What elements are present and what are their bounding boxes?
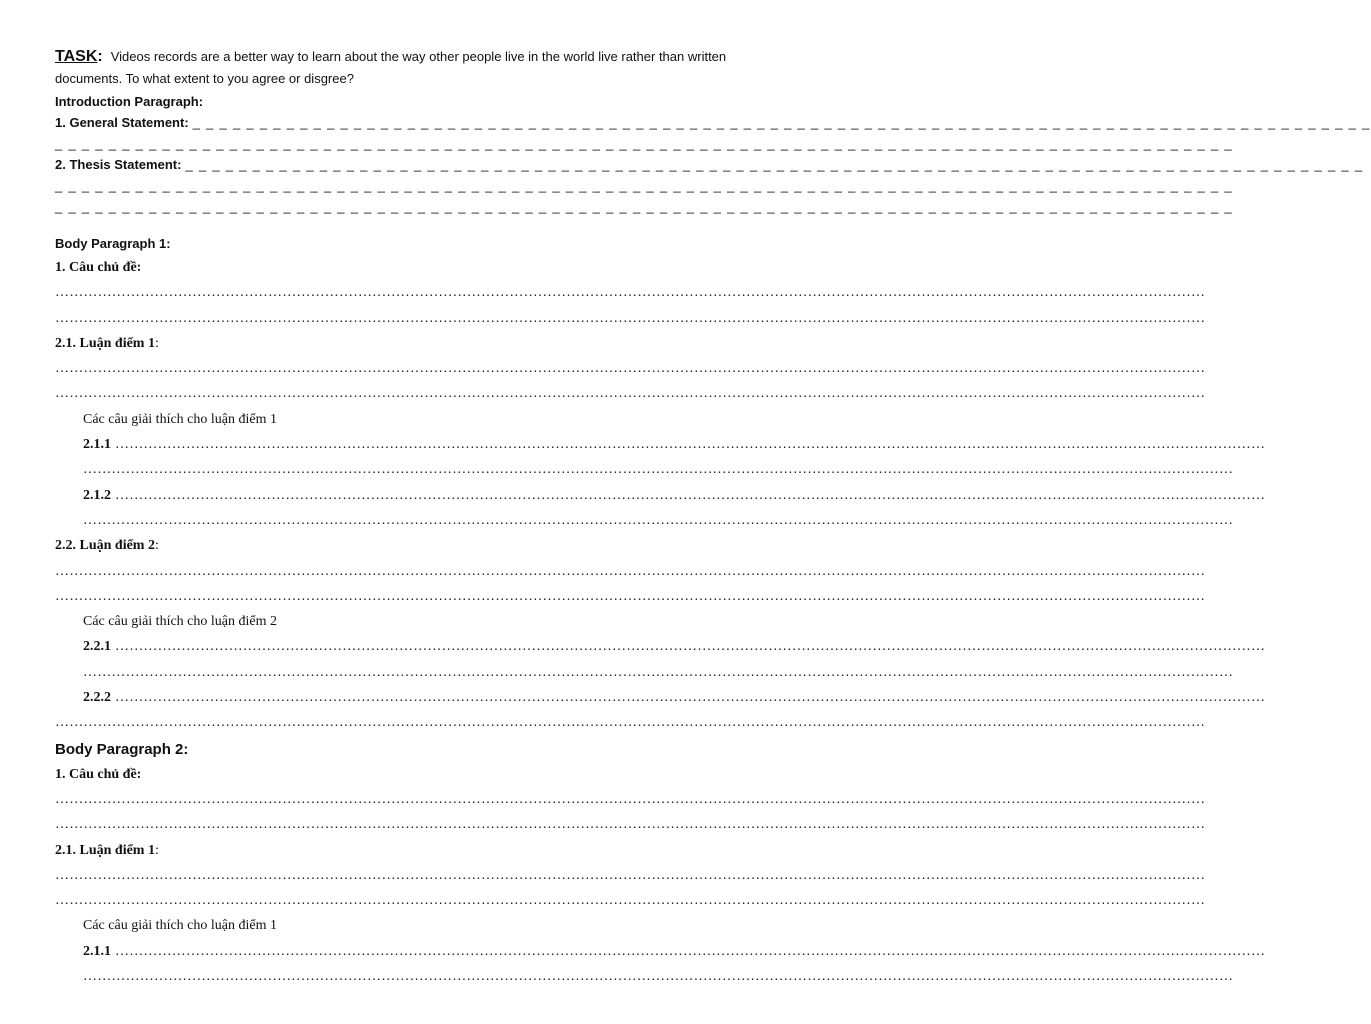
task-label: TASK — [55, 48, 98, 65]
body-paragraph-1-heading: Body Paragraph 1: — [55, 236, 171, 251]
bp1-point2-title: 2.2. Luận điểm 2 — [55, 538, 155, 554]
bp2-sub-2-1-1-row[interactable] — [55, 939, 1266, 964]
bp1-sub-2-1-2-row[interactable] — [55, 483, 1266, 508]
bp1-topic-blank[interactable] — [55, 280, 1206, 305]
bp1-point1-title: 2.1. Luận điểm 1 — [55, 335, 155, 351]
body-paragraph-2-heading: Body Paragraph 2: — [55, 740, 189, 758]
dotted-blank[interactable]: ……………………………………………………………………………………………………………………………………………………………………………………………………………………… — [115, 487, 1266, 503]
dotted-blank[interactable]: ……………………………………………………………………………………………………………………………………………………………………………………………………………………… — [55, 285, 1206, 301]
bp1-point1-blank[interactable] — [55, 356, 1206, 381]
dotted-blank[interactable]: ……………………………………………………………………………………………………………………………………………………………………………………………………………………… — [55, 361, 1206, 377]
bp1-sub-2-2-1-row[interactable] — [55, 634, 1266, 659]
task-colon: : — [97, 48, 103, 65]
bp1-sub-2-2-1-continuation[interactable] — [55, 660, 1234, 685]
bp1-sub-2-2-2-label: 2.2.2 — [83, 690, 111, 706]
task-text: Videos records are a better way to learn about the way other people live in the world live rather than written documents. To what extent to you agree or disgree? — [55, 49, 727, 86]
bp1-sub-2-2-1-label: 2.2.1 — [83, 639, 111, 655]
dotted-blank[interactable]: ……………………………………………………………………………………………………………………………………………………………………………………………………………………… — [55, 310, 1206, 326]
bp1-point2-blank[interactable] — [55, 559, 1206, 584]
bp1-sub-2-1-1-row[interactable] — [55, 432, 1266, 457]
task-prompt — [55, 46, 730, 90]
bp1-point2-label — [55, 533, 730, 558]
thesis-statement-continuation[interactable] — [55, 196, 1233, 217]
dotted-blank[interactable]: ……………………………………………………………………………………………………………………………………………………………………………………………………………………… — [115, 639, 1266, 655]
bp1-point2-blank[interactable] — [55, 584, 1206, 609]
bp2-topic-blank[interactable] — [55, 787, 1206, 812]
bp1-topic-label: 1. Câu chủ đề: — [55, 260, 142, 275]
bp1-topic-blank[interactable] — [55, 306, 1206, 331]
dotted-blank[interactable]: ……………………………………………………………………………………………………………………………………………………………………………………………………………………… — [55, 588, 1206, 604]
bp1-sub-2-1-2-label: 2.1.2 — [83, 487, 111, 503]
general-statement-blank-2[interactable]: _ _ _ _ _ _ _ _ _ _ _ _ _ _ _ _ _ _ _ _ _ _ _ _ _ _ _ _ _ _ _ _ _ _ _ _ _ _ _ _ _ _ _ _ _ _ _ _ _ _ _ _ _ _ _ _ _ _ _ _ _ _ _ _ _ _ _ _ _ _ _ _ _ _ _ _ _ _ _ _ _ _ _ _ _ _ _ _ — [55, 136, 1233, 151]
thesis-statement-blank[interactable]: _ _ _ _ _ _ _ _ _ _ _ _ _ _ _ _ _ _ _ _ _ _ _ _ _ _ _ _ _ _ _ _ _ _ _ _ _ _ _ _ _ _ _ _ _ _ _ _ _ _ _ _ _ _ _ _ _ _ _ _ _ _ _ _ _ _ _ _ _ _ _ _ _ _ _ _ _ _ _ _ _ _ _ _ _ _ _ _ — [185, 157, 1364, 172]
dotted-blank[interactable]: ……………………………………………………………………………………………………………………………………………………………………………………………………………………… — [55, 893, 1206, 909]
thesis-statement-continuation[interactable] — [55, 175, 1233, 196]
thesis-statement-row[interactable] — [55, 154, 1364, 175]
dotted-blank[interactable]: ……………………………………………………………………………………………………………………………………………………………………………………………………………………… — [55, 867, 1206, 883]
bp1-sub-2-1-1-continuation[interactable] — [55, 457, 1234, 482]
bp2-topic-blank[interactable] — [55, 812, 1206, 837]
thesis-statement-blank-3[interactable]: _ _ _ _ _ _ _ _ _ _ _ _ _ _ _ _ _ _ _ _ _ _ _ _ _ _ _ _ _ _ _ _ _ _ _ _ _ _ _ _ _ _ _ _ _ _ _ _ _ _ _ _ _ _ _ _ _ _ _ _ _ _ _ _ _ _ _ _ _ _ _ _ _ _ _ _ _ _ _ _ _ _ _ _ _ _ _ _ — [55, 199, 1233, 214]
bp1-point1-label — [55, 331, 730, 356]
bp2-point1-label — [55, 838, 730, 863]
general-statement-label: 1. General Statement: — [55, 115, 189, 130]
dotted-blank[interactable]: ……………………………………………………………………………………………………………………………………………………………………………………………………………………… — [115, 690, 1266, 706]
bp2-sub-2-1-1-label: 2.1.1 — [83, 943, 111, 959]
bp2-point1-title: 2.1. Luận điểm 1 — [55, 842, 155, 858]
thesis-statement-label: 2. Thesis Statement: — [55, 157, 182, 172]
dotted-blank[interactable]: ……………………………………………………………………………………………………………………………………………………………………………………………………………………… — [115, 943, 1266, 959]
general-statement-blank[interactable]: _ _ _ _ _ _ _ _ _ _ _ _ _ _ _ _ _ _ _ _ _ _ _ _ _ _ _ _ _ _ _ _ _ _ _ _ _ _ _ _ _ _ _ _ _ _ _ _ _ _ _ _ _ _ _ _ _ _ _ _ _ _ _ _ _ _ _ _ _ _ _ _ _ _ _ _ _ _ _ _ _ _ _ _ _ _ _ _ — [192, 115, 1371, 130]
dotted-blank[interactable]: ……………………………………………………………………………………………………………………………………………………………………………………………………………………… — [55, 386, 1206, 402]
intro-heading: Introduction Paragraph: — [55, 94, 204, 109]
thesis-statement-blank-2[interactable]: _ _ _ _ _ _ _ _ _ _ _ _ _ _ _ _ _ _ _ _ _ _ _ _ _ _ _ _ _ _ _ _ _ _ _ _ _ _ _ _ _ _ _ _ _ _ _ _ _ _ _ _ _ _ _ _ _ _ _ _ _ _ _ _ _ _ _ _ _ _ _ _ _ _ _ _ _ _ _ _ _ _ _ _ _ _ _ _ — [55, 178, 1233, 193]
colon: : — [154, 335, 159, 351]
bp2-topic-label: 1. Câu chủ đề: — [55, 766, 142, 782]
dotted-blank[interactable]: ……………………………………………………………………………………………………………………………………………………………………………………………………………………… — [55, 563, 1206, 579]
bp1-sub-2-2-2-row[interactable] — [55, 685, 1266, 710]
general-statement-row[interactable] — [55, 112, 1371, 133]
bp2-point1-blank[interactable] — [55, 888, 1206, 913]
dotted-blank[interactable]: ……………………………………………………………………………………………………………………………………………………………………………………………………………………… — [83, 664, 1234, 680]
bp1-point1-blank[interactable] — [55, 381, 1206, 406]
bp1-sub-2-1-2-continuation[interactable] — [55, 508, 1234, 533]
general-statement-continuation[interactable] — [55, 133, 1233, 154]
bp1-point2-explain: Các câu giải thích cho luận điểm 2 — [83, 614, 277, 630]
bp1-point1-explain: Các câu giải thích cho luận điểm 1 — [83, 411, 277, 427]
dotted-blank[interactable]: ……………………………………………………………………………………………………………………………………………………………………………………………………………………… — [55, 715, 1206, 731]
bp2-point1-explain: Các câu giải thích cho luận điểm 1 — [83, 918, 277, 934]
dotted-blank[interactable]: ……………………………………………………………………………………………………………………………………………………………………………………………………………………… — [55, 791, 1206, 807]
dotted-blank[interactable]: ……………………………………………………………………………………………………………………………………………………………………………………………………………………… — [83, 512, 1234, 528]
bp1-sub-2-1-1-label: 2.1.1 — [83, 437, 111, 453]
dotted-blank[interactable]: ……………………………………………………………………………………………………………………………………………………………………………………………………………………… — [83, 462, 1234, 478]
bp2-sub-2-1-1-continuation[interactable] — [55, 964, 1234, 989]
bp2-point1-blank[interactable] — [55, 863, 1206, 888]
dotted-blank[interactable]: ……………………………………………………………………………………………………………………………………………………………………………………………………………………… — [55, 817, 1206, 833]
bp1-sub-2-2-2-continuation[interactable] — [55, 710, 1206, 735]
colon: : — [154, 842, 159, 858]
dotted-blank[interactable]: ……………………………………………………………………………………………………………………………………………………………………………………………………………………… — [83, 969, 1234, 985]
dotted-blank[interactable]: ……………………………………………………………………………………………………………………………………………………………………………………………………………………… — [115, 437, 1266, 453]
colon: : — [154, 538, 159, 554]
